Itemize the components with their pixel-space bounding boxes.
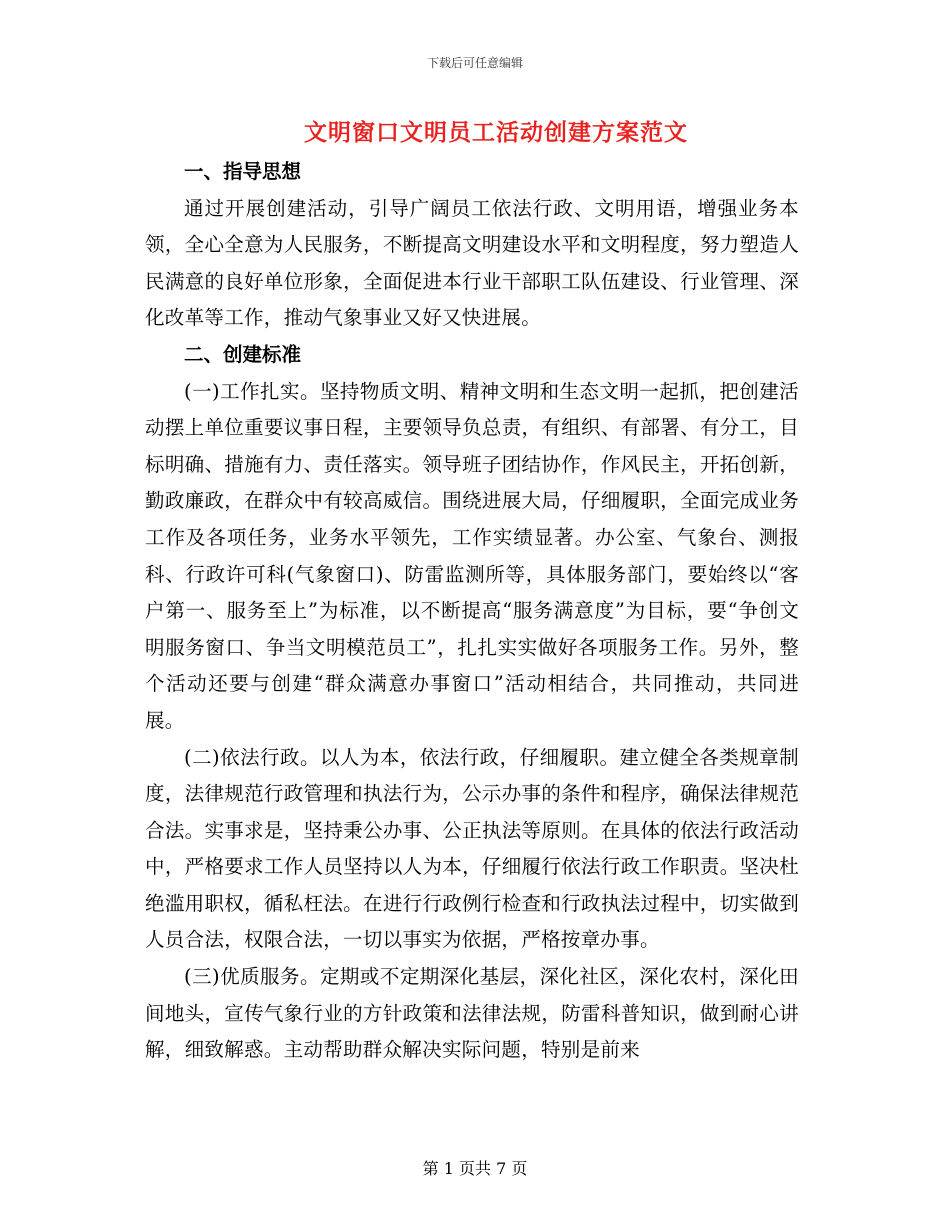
page-number-footer: 第 1 页共 7 页	[422, 1159, 528, 1178]
paragraph: (一)工作扎实。坚持物质文明、精神文明和生态文明一起抓，把创建活动摆上单位重要议事日程，主要领导负总责，有组织、有部署、有分工，目标明确、措施有力、责任落实。领导班子团结协作，作风民主，开拓创新，勤政廉政，在群众中有较高威信。围绕进展大局，仔细履职，全面完成业务工作及各项任务，业务水平领先，工作实绩显著。办公室、气象台、测报科、行政许可科(气象窗口)、防雷监测所等，具体服务部门，要始终以“客户第一、服务至上”为标准，以不断提高“服务满意度”为目标，要“争创文明服务窗口、争当文明模范员工”，扎扎实实做好各项服务工作。另外，整个活动还要与创建“群众满意办事窗口”活动相结合，共同推动，共同进展。	[145, 379, 799, 732]
paragraph: (二)依法行政。以人为本，依法行政，仔细履职。建立健全各类规章制度，法律规范行政管理和执法行为，公示办事的条件和程序，确保法律规范合法。实事求是，坚持秉公办事、公正执法等原则。在具体的依法行政活动中，严格要求工作人员坚持以人为本，仔细履行依法行政工作职责。坚决杜绝滥用职权，循私枉法。在进行行政例行检查和行政执法过程中，切实做到人员合法，权限合法，一切以事实为依据，严格按章办事。	[145, 745, 799, 952]
section-heading: 二、创建标准	[184, 342, 302, 366]
paragraph: 通过开展创建活动，引导广阔员工依法行政、文明用语，增强业务本领，全心全意为人民服务，不断提高文明建设水平和文明程度，努力塑造人民满意的良好单位形象，全面促进本行业干部职工队伍建设、行业管理、深化改革等工作，推动气象事业又好又快进展。	[145, 196, 799, 330]
document-title: 文明窗口文明员工活动创建方案范文	[304, 119, 688, 146]
section-heading: 一、指导思想	[184, 160, 302, 183]
paragraph: (三)优质服务。定期或不定期深化基层，深化社区，深化农村，深化田间地头，宣传气象行业的方针政策和法律法规，防雷科普知识，做到耐心讲解，细致解惑。主动帮助群众解决实际问题，特别是前来	[145, 965, 799, 1062]
page-header-note: 下载后可任意编辑	[426, 56, 523, 70]
document-body	[145, 154, 799, 1069]
